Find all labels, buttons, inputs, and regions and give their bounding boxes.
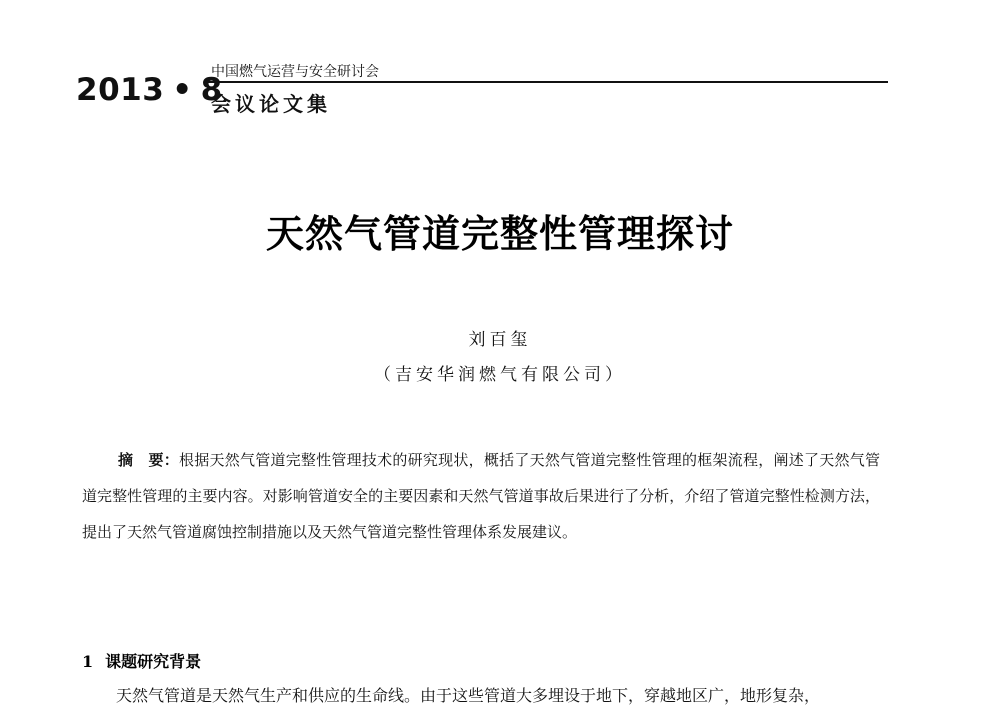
abstract-label-first: 摘 bbox=[118, 451, 134, 469]
header-rule bbox=[208, 81, 888, 83]
issue-separator: • bbox=[172, 72, 193, 108]
author-affiliation: （吉安华润燃气有限公司） bbox=[374, 365, 626, 385]
section-title: 课题研究背景 bbox=[105, 652, 202, 671]
body-paragraph: 天然气管道是天然气生产和供应的生命线。由于这些管道大多埋设于地下，穿越地区广，地形复杂， bbox=[116, 686, 821, 705]
author-name: 刘百玺 bbox=[468, 330, 532, 350]
section-heading bbox=[82, 649, 201, 672]
section-number: 1 bbox=[82, 652, 94, 671]
running-header-issue bbox=[76, 72, 223, 108]
issue-month: 8 bbox=[200, 72, 223, 108]
abstract-text: 根据天然气管道完整性管理技术的研究现状，概括了天然气管道完整性管理的框架流程，阐述了天然气管道完整性管理的主要内容。对影响管道安全的主要因素和天然气管道事故后果进行了分析，介绍了管道完整性检测方法，提出了天然气管道腐蚀控制措施以及天然气管道完整性管理体系发展建议。 bbox=[82, 451, 880, 541]
conference-name: 中国燃气运营与安全研讨会 bbox=[211, 64, 379, 80]
proceedings-label: 会议论文集 bbox=[211, 92, 331, 116]
abstract bbox=[82, 442, 880, 550]
paper-title: 天然气管道完整性管理探讨 bbox=[265, 212, 734, 256]
abstract-label-second: 要： bbox=[148, 451, 179, 469]
abstract-label bbox=[82, 451, 179, 469]
issue-year: 2013 bbox=[76, 72, 165, 108]
